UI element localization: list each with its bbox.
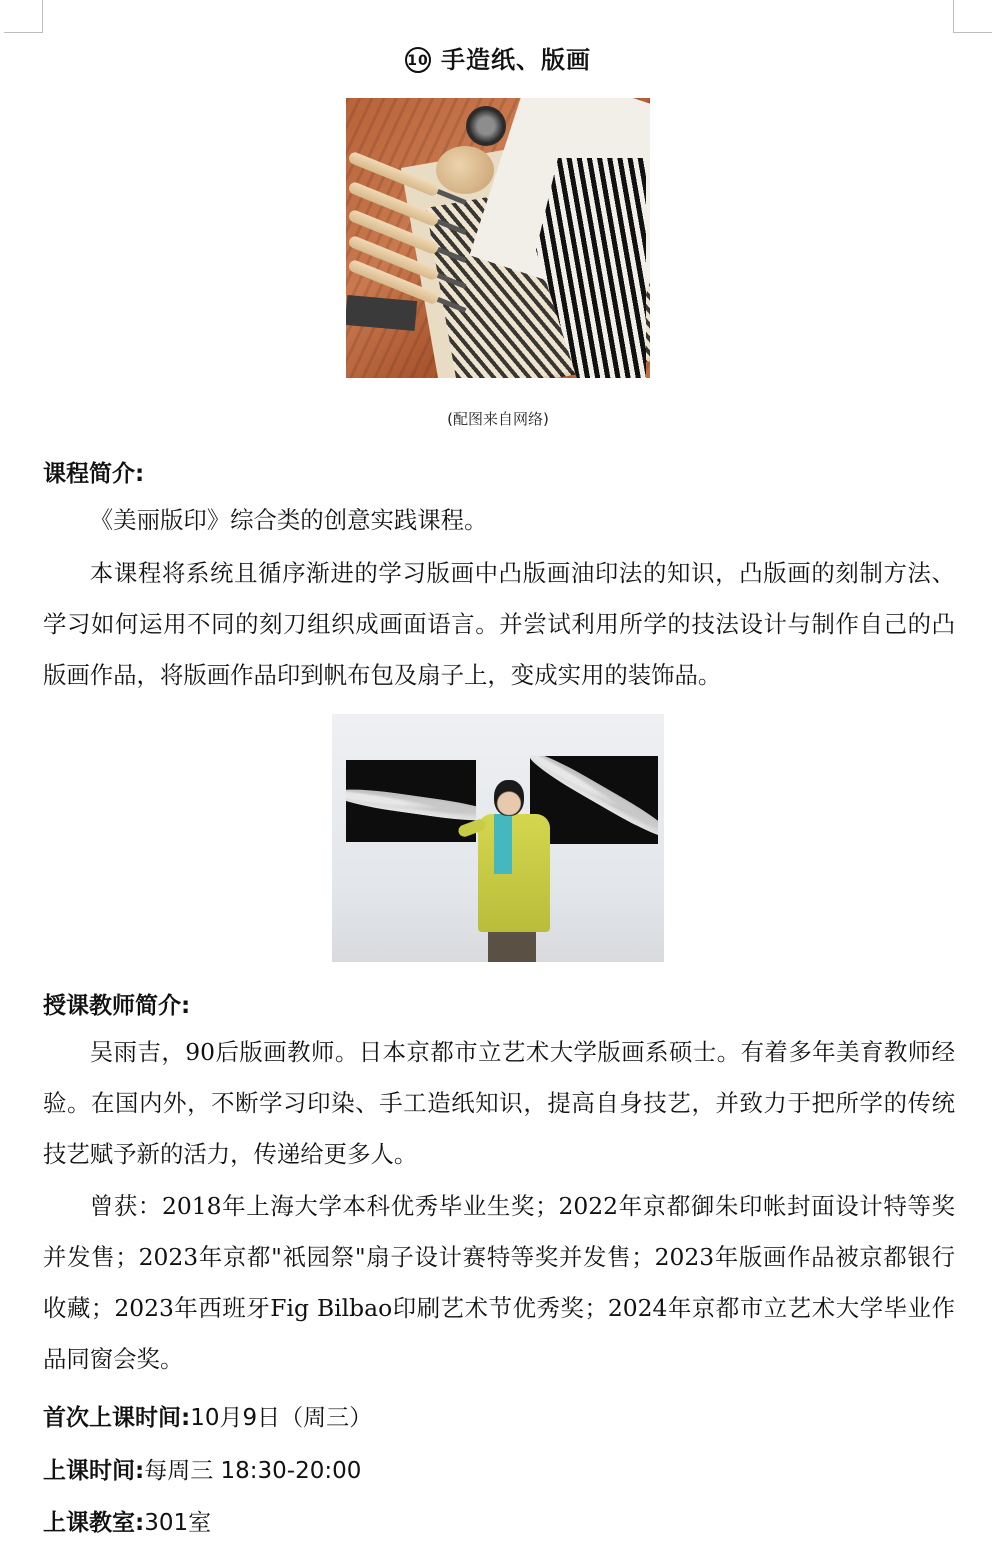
teacher-photo (332, 714, 664, 962)
section-title-text: 手造纸、版画 (441, 46, 591, 74)
course-intro-paragraph-2: 本课程将系统且循序渐进的学习版画中凸版画油印法的知识，凸版画的刻制方法、学习如何运用不同的刻刀组织成画面语言。并尝试利用所学的技法设计与制作自己的凸版画作品，将版画作品印到帆布包及扇子上，变成实用的装饰品。 (43, 559, 955, 689)
classroom-label: 上课教室: (43, 1510, 145, 1536)
photo-caption: (配图来自网络) (447, 410, 549, 428)
classroom (43, 1504, 211, 1537)
course-intro-heading: 课程简介: (43, 461, 145, 487)
page-corner-mark-left (4, 0, 43, 33)
page-corner-mark-right (953, 0, 992, 33)
first-class-value: 10月9日（周三） (190, 1405, 373, 1431)
teacher-awards-paragraph: 曾获：2018年上海大学本科优秀毕业生奖；2022年京都御朱印帐封面设计特等奖并发售；2023年京都"祇园祭"扇子设计赛特等奖并发售；2023年版画作品被京都银行收藏；2023年西班牙Fig Bilbao印刷艺术节优秀奖；2024年京都市立艺术大学毕业作品同窗会奖。 (43, 1192, 955, 1373)
course-intro-paragraph-1: 《美丽版印》综合类的创意实践课程。 (89, 506, 488, 534)
class-time (43, 1452, 361, 1485)
teacher-intro-paragraph-1: 吴雨吉，90后版画教师。日本京都市立艺术大学版画系硕士。有着多年美育教师经验。在国内外，不断学习印染、手工造纸知识，提高自身技艺，并致力于把所学的传统技艺赋予新的活力，传递给更多人。 (43, 1038, 955, 1168)
first-class-time (43, 1399, 372, 1432)
class-time-value: 每周三 18:30-20:00 (144, 1458, 362, 1484)
teacher-intro-heading: 授课教师简介: (43, 993, 191, 1019)
printmaking-tools-photo (346, 98, 650, 378)
first-class-label: 首次上课时间: (43, 1405, 191, 1431)
section-title (0, 40, 996, 75)
classroom-value: 301室 (144, 1510, 212, 1536)
circled-number: 10 (405, 47, 431, 73)
class-time-label: 上课时间: (43, 1458, 145, 1484)
